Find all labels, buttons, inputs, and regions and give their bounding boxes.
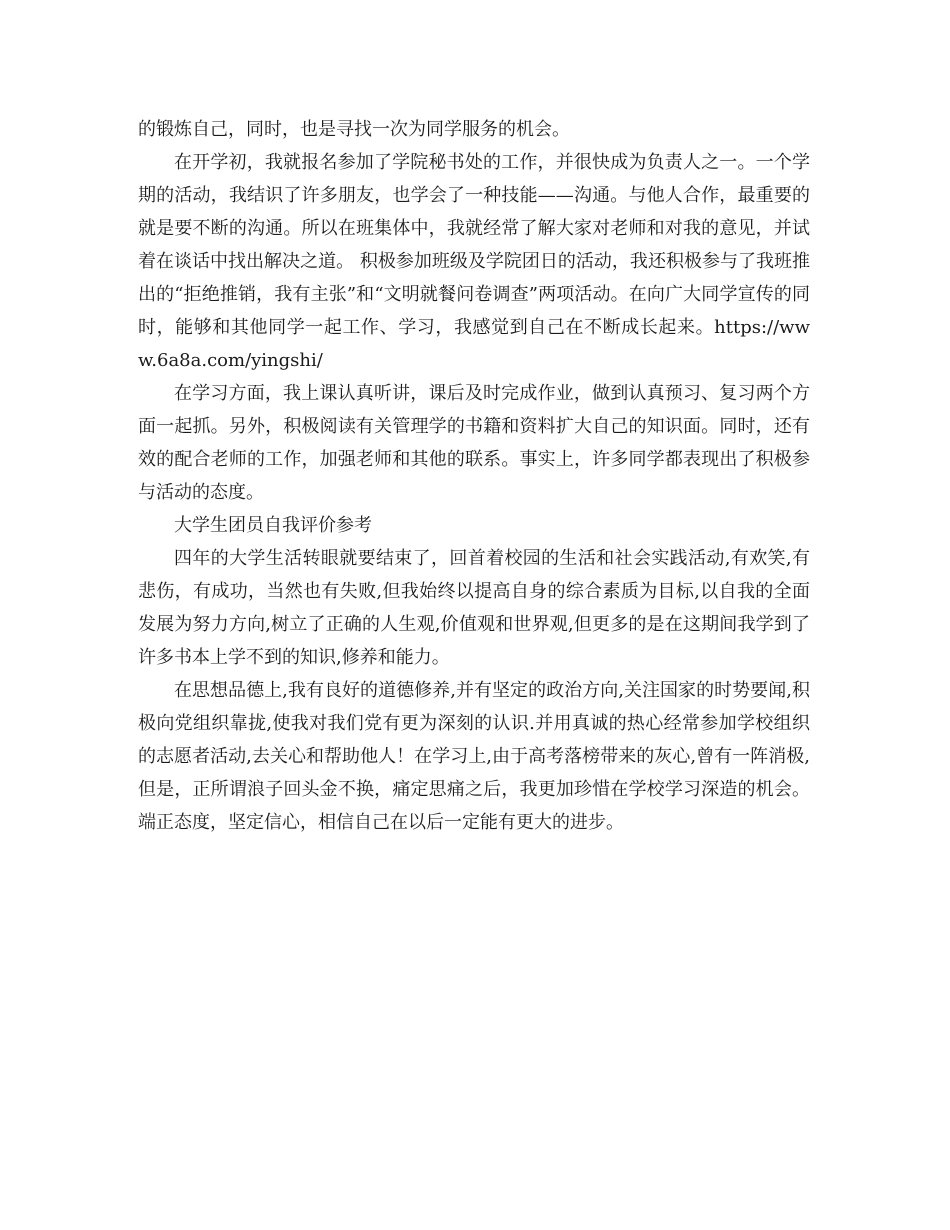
paragraph-university-life: 四年的大学生活转眼就要结束了，回首着校园的生活和社会实践活动,有欢笑,有悲伤，有成功，当然也有失败,但我始终以提高自身的综合素质为目标,以自我的全面发展为努力方向,树立了正确的人生观,价值观和世界观,但更多的是在这期间我学到了许多书本上学不到的知识,修养和能力。	[138, 548, 810, 668]
paragraph-secretariat-work: 在开学初，我就报名参加了学院秘书处的工作，并很快成为负责人之一。一个学期的活动，我结识了许多朋友，也学会了一种技能——沟通。与他人合作，最重要的就是要不断的沟通。所以在班集体中，我就经常了解大家对老师和对我的意见，并试着在谈话中找出解决之道。 积极参加班级及学院团日的活动，我还积极参与了我班推出的“拒绝推销，我有主张”和“文明就餐问卷调查”两项活动。在向广大同学宣传的同时，能够和其他同学一起工作、学习，我感觉到自己在不断成长起来。https://www.6a8a.com/yingshi/	[138, 152, 810, 371]
section-heading: 大学生团员自我评价参考	[174, 515, 372, 536]
paragraph-study: 在学习方面，我上课认真听讲，课后及时完成作业，做到认真预习、复习两个方面一起抓。另外，积极阅读有关管理学的书籍和资料扩大自己的知识面。同时，还有效的配合老师的工作，加强老师和其他的联系。事实上，许多同学都表现出了积极参与活动的态度。	[138, 383, 810, 503]
paragraph-continuation: 的锻炼自己，同时，也是寻找一次为同学服务的机会。	[138, 119, 570, 140]
paragraph-moral-character: 在思想品德上,我有良好的道德修养,并有坚定的政治方向,关注国家的时势要闻,积极向党组织靠拢,使我对我们党有更为深刻的认识.并用真诚的热心经常参加学校组织的志愿者活动,去关心和帮助他人！在学习上,由于高考落榜带来的灰心,曾有一阵消极,但是，正所谓浪子回头金不换，痛定思痛之后，我更加珍惜在学校学习深造的机会。端正态度，坚定信心，相信自己在以后一定能有更大的进步。	[138, 680, 810, 833]
document-body	[138, 113, 810, 839]
